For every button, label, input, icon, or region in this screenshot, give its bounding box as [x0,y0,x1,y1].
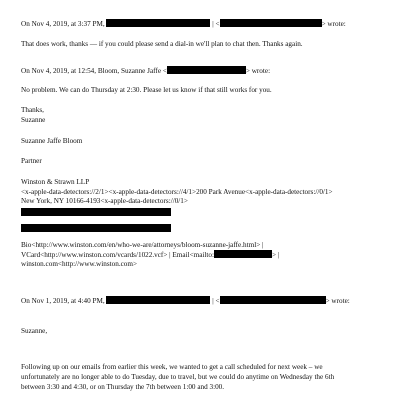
signature-name: Suzanne Jaffe Bloom [21,137,83,145]
email-header-1 [21,19,346,29]
closing: Thanks, [21,106,44,114]
email-body-1: That does work, thanks — if you could please send a dial-in we'll plan to chat then. Thanks again. [21,40,303,48]
redaction-bar [106,19,210,27]
signature-vcard-email [21,250,279,260]
email-header-2 [21,66,270,76]
redaction-bar [167,66,246,74]
redaction-bar [214,250,272,258]
email-body-3-line-3: between 3:30 and 4:30, or on Thursday the 7th between 1:00 and 3:00. [21,383,225,391]
signoff: Suzanne [21,116,46,124]
redaction-bar [21,224,171,232]
signature-address-line-2: New York, NY 10166-4193<x-apple-data-detectors://0/1> [21,197,188,205]
signature-firm: Winston & Strawn LLP [21,178,90,186]
signature-title: Partner [21,157,42,165]
redaction-bar [21,208,171,216]
email-body-3-line-2: unfortunately are no longer able to do Tuesday, due to travel, but we could do anytime on Wednesday the 6th [21,373,335,381]
email-header-3-lt: < [215,297,220,305]
email-body-2: No problem. We can do Thursday at 2:30. Please let us know if that still works for you. [21,86,272,94]
email-header-1-separator: | [212,20,214,28]
redaction-bar [220,19,322,27]
signature-vcard-suffix: > | [272,251,280,259]
greeting: Suzanne, [21,327,48,335]
email-header-3-separator: | [212,297,214,305]
email-header-2-suffix: > wrote: [245,67,271,75]
email-header-2-prefix: On Nov 4, 2019, at 12:54, Bloom, Suzanne Jaffe < [21,67,167,75]
email-header-1-suffix: > wrote: [321,20,346,28]
email-body-3-line-1: Following up on our emails from earlier this week, we wanted to get a call scheduled for next week – we [21,363,323,371]
signature-website-link[interactable]: winston.com<http://www.winston.com> [21,260,138,268]
signature-address-line-1: <x-apple-data-detectors://2/1><x-apple-data-detectors://4/1>200 Park Avenue<x-apple-data-detectors://0/1> [21,188,333,196]
email-header-1-lt: < [215,20,220,28]
email-header-3-suffix: > wrote: [325,297,350,305]
email-header-3 [21,296,350,306]
email-header-3-prefix: On Nov 1, 2019, at 4:40 PM, [21,297,105,305]
email-header-1-prefix: On Nov 4, 2019, at 3:37 PM, [21,20,105,28]
signature-bio-link[interactable]: Bio<http://www.winston.com/en/who-we-are/attorneys/bloom-suzanne-jaffe.html> | [21,241,264,249]
redaction-bar [220,296,326,304]
signature-vcard-link[interactable]: VCard<http://www.winston.com/vcards/1022.vcf> | Email<mailto: [21,251,214,259]
redaction-bar [106,296,210,304]
